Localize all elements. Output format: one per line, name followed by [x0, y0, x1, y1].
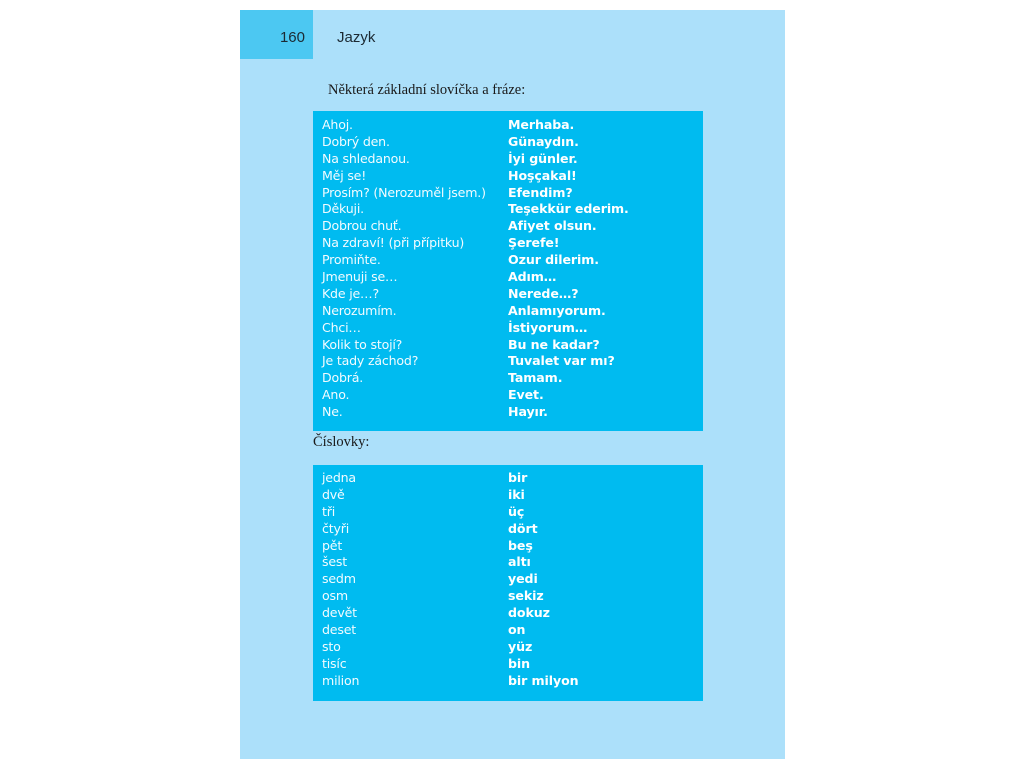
phrases-row	[322, 167, 703, 184]
numbers-row	[322, 587, 703, 604]
turkish-term: Tuvalet var mı?	[508, 353, 615, 369]
czech-term: Je tady záchod?	[322, 353, 419, 369]
numbers-row	[322, 469, 703, 486]
czech-term: osm	[322, 588, 348, 604]
czech-term: Nerozumím.	[322, 302, 397, 318]
czech-term: čtyři	[322, 520, 349, 536]
turkish-term: Tamam.	[508, 370, 563, 386]
phrases-row	[322, 234, 703, 251]
czech-term: tisíc	[322, 655, 347, 671]
czech-term: deset	[322, 621, 356, 637]
czech-term: Ano.	[322, 387, 350, 403]
czech-term: Kde je…?	[322, 285, 379, 301]
turkish-term: on	[508, 621, 526, 637]
phrases-caption: Některá základní slovíčka a fráze:	[328, 82, 526, 98]
phrases-row	[322, 116, 703, 133]
phrases-row	[322, 133, 703, 150]
turkish-term: Günaydın.	[508, 133, 579, 149]
turkish-term: Evet.	[508, 387, 544, 403]
czech-term: sedm	[322, 571, 356, 587]
numbers-row	[322, 570, 703, 587]
turkish-term: Bu ne kadar?	[508, 336, 600, 352]
phrases-row	[322, 302, 703, 319]
phrases-row	[322, 268, 703, 285]
phrases-row	[322, 200, 703, 217]
turkish-term: yedi	[508, 571, 538, 587]
numbers-row	[322, 604, 703, 621]
turkish-term: bir	[508, 469, 528, 485]
czech-term: Jmenuji se…	[322, 268, 398, 284]
numbers-caption: Číslovky:	[313, 434, 370, 450]
czech-term: Ne.	[322, 404, 343, 420]
page-number-tab	[240, 10, 313, 59]
numbers-row	[322, 655, 703, 672]
turkish-term: dokuz	[508, 605, 550, 621]
czech-term: Měj se!	[322, 167, 367, 183]
turkish-term: bir milyon	[508, 672, 579, 688]
turkish-term: Afiyet olsun.	[508, 218, 597, 234]
turkish-term: beş	[508, 537, 533, 553]
turkish-term: Hayır.	[508, 404, 548, 420]
numbers-table	[313, 465, 703, 701]
phrases-row	[322, 369, 703, 386]
turkish-term: Efendim?	[508, 184, 573, 200]
turkish-term: Teşekkür ederim.	[508, 201, 629, 217]
czech-term: Dobrá.	[322, 370, 364, 386]
numbers-row	[322, 520, 703, 537]
turkish-term: üç	[508, 503, 525, 519]
czech-term: milion	[322, 672, 360, 688]
numbers-row	[322, 638, 703, 655]
phrases-row	[322, 352, 703, 369]
turkish-term: Anlamıyorum.	[508, 302, 606, 318]
turkish-term: Adım…	[508, 268, 557, 284]
turkish-term: yüz	[508, 638, 533, 654]
phrases-row	[322, 336, 703, 353]
czech-term: šest	[322, 554, 348, 570]
czech-term: Na zdraví! (při přípitku)	[322, 235, 465, 251]
turkish-term: bin	[508, 655, 530, 671]
turkish-term: sekiz	[508, 588, 544, 604]
phrases-row	[322, 150, 703, 167]
czech-term: Děkuji.	[322, 201, 364, 217]
numbers-row	[322, 537, 703, 554]
czech-term: tři	[322, 503, 336, 519]
section-title: Jazyk	[337, 29, 376, 46]
phrases-row	[322, 403, 703, 420]
turkish-term: Şerefe!	[508, 235, 560, 251]
turkish-term: Merhaba.	[508, 116, 575, 132]
turkish-term: iki	[508, 486, 525, 502]
czech-term: Ahoj.	[322, 116, 353, 132]
czech-term: Dobrou chuť.	[322, 218, 402, 234]
turkish-term: altı	[508, 554, 531, 570]
czech-term: devět	[322, 605, 357, 621]
czech-term: Promiňte.	[322, 252, 381, 268]
page-number: 160	[279, 29, 305, 46]
czech-term: pět	[322, 537, 343, 553]
numbers-row	[322, 486, 703, 503]
numbers-row	[322, 672, 703, 689]
phrases-row	[322, 184, 703, 201]
phrases-row	[322, 285, 703, 302]
phrases-row	[322, 386, 703, 403]
phrases-row	[322, 217, 703, 234]
czech-term: Dobrý den.	[322, 133, 390, 149]
turkish-term: Nerede…?	[508, 285, 579, 301]
numbers-row	[322, 553, 703, 570]
czech-term: Prosím? (Nerozuměl jsem.)	[322, 184, 486, 200]
book-page	[240, 10, 785, 759]
czech-term: jedna	[322, 469, 356, 485]
numbers-row	[322, 503, 703, 520]
phrases-table	[313, 111, 703, 431]
phrases-row	[322, 251, 703, 268]
turkish-term: Ozur dilerim.	[508, 252, 599, 268]
turkish-term: dört	[508, 520, 538, 536]
turkish-term: İstiyorum…	[508, 319, 588, 335]
czech-term: Kolik to stojí?	[322, 336, 403, 352]
phrases-row	[322, 319, 703, 336]
turkish-term: İyi günler.	[508, 150, 578, 166]
turkish-term: Hoşçakal!	[508, 167, 577, 183]
czech-term: sto	[322, 638, 341, 654]
czech-term: dvě	[322, 486, 345, 502]
czech-term: Na shledanou.	[322, 150, 410, 166]
czech-term: Chci…	[322, 319, 361, 335]
numbers-row	[322, 621, 703, 638]
